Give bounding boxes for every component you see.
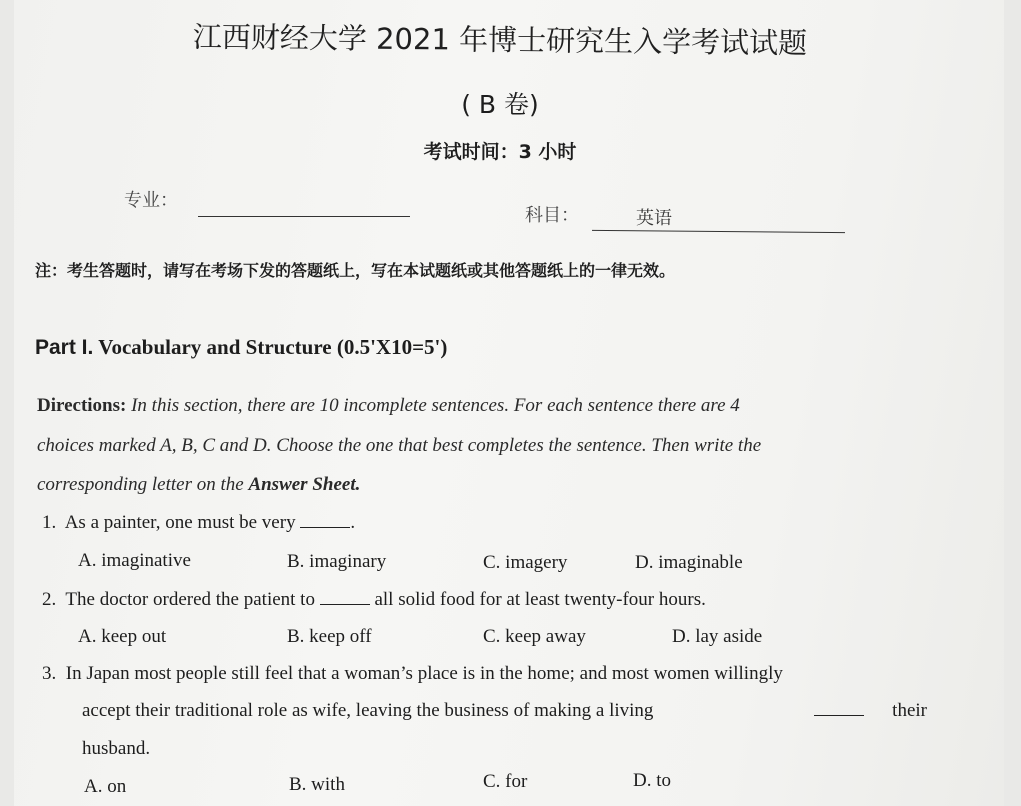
answer-sheet-emphasis: Answer Sheet. bbox=[248, 474, 361, 495]
directions-line-1 bbox=[37, 395, 740, 417]
subject-value: 英语 bbox=[636, 208, 672, 229]
subject-label: 科目： bbox=[525, 205, 579, 226]
question-text: As a painter, one must be very bbox=[64, 512, 296, 533]
answer-blank bbox=[300, 513, 350, 528]
question-number: 1. bbox=[42, 512, 57, 533]
directions-text-1: In this section, there are 10 incomplete sentences. For each sentence there are 4 bbox=[131, 395, 740, 416]
major-label: 专业： bbox=[124, 190, 178, 211]
question-text: accept their traditional role as wife, leaving the business of making a living bbox=[82, 700, 654, 721]
question-number: 3. bbox=[42, 663, 57, 684]
q1-option-d: D. imaginable bbox=[635, 552, 743, 573]
q2-option-b: B. keep off bbox=[287, 626, 372, 647]
exam-duration: 考试时间：3 小时 bbox=[423, 141, 577, 163]
q3-option-d: D. to bbox=[633, 770, 671, 791]
question-3 bbox=[42, 663, 783, 685]
question-2 bbox=[42, 589, 706, 611]
q3-option-c: C. for bbox=[483, 771, 528, 792]
question-text-end: their bbox=[892, 700, 927, 721]
question-text-end: all solid food for at least twenty-four hours. bbox=[374, 589, 706, 610]
q3-option-a: A. on bbox=[84, 776, 127, 797]
directions-line-3 bbox=[37, 474, 360, 496]
question-text: The doctor ordered the patient to bbox=[65, 589, 315, 610]
question-1 bbox=[42, 512, 355, 534]
q1-option-a: A. imaginative bbox=[78, 550, 191, 571]
q2-option-d: D. lay aside bbox=[672, 626, 763, 647]
q1-option-c: C. imagery bbox=[483, 552, 568, 573]
question-text-end: . bbox=[350, 512, 356, 533]
answer-blank bbox=[814, 701, 864, 716]
major-underline bbox=[198, 216, 410, 217]
question-text: In Japan most people still feel that a woman’s place is in the home; and most women willingly bbox=[65, 663, 783, 684]
question-3-line-2 bbox=[82, 700, 927, 722]
part1-heading bbox=[35, 335, 447, 360]
paper-version: ( B 卷) bbox=[461, 90, 539, 119]
exam-note: 注：考生答题时，请写在考场下发的答题纸上，写在本试题纸或其他答题纸上的一律无效。 bbox=[35, 261, 676, 280]
directions-text-3: corresponding letter on the bbox=[37, 474, 244, 495]
directions-line-2: choices marked A, B, C and D. Choose the one that best completes the sentence. Then write the bbox=[37, 435, 762, 456]
question-number: 2. bbox=[42, 589, 57, 610]
part1-heading-prefix: Part I. bbox=[35, 336, 94, 359]
q1-option-b: B. imaginary bbox=[287, 551, 387, 572]
q3-option-b: B. with bbox=[289, 774, 345, 795]
part1-heading-title: Vocabulary and Structure (0.5'X10=5') bbox=[98, 335, 448, 359]
q2-option-a: A. keep out bbox=[78, 626, 167, 647]
answer-blank bbox=[320, 590, 370, 605]
directions-label: Directions: bbox=[37, 395, 127, 416]
q2-option-c: C. keep away bbox=[483, 626, 586, 647]
question-3-line-3: husband. bbox=[82, 738, 151, 759]
exam-title: 江西财经大学 2021 年博士研究生入学考试试题 bbox=[192, 19, 808, 61]
